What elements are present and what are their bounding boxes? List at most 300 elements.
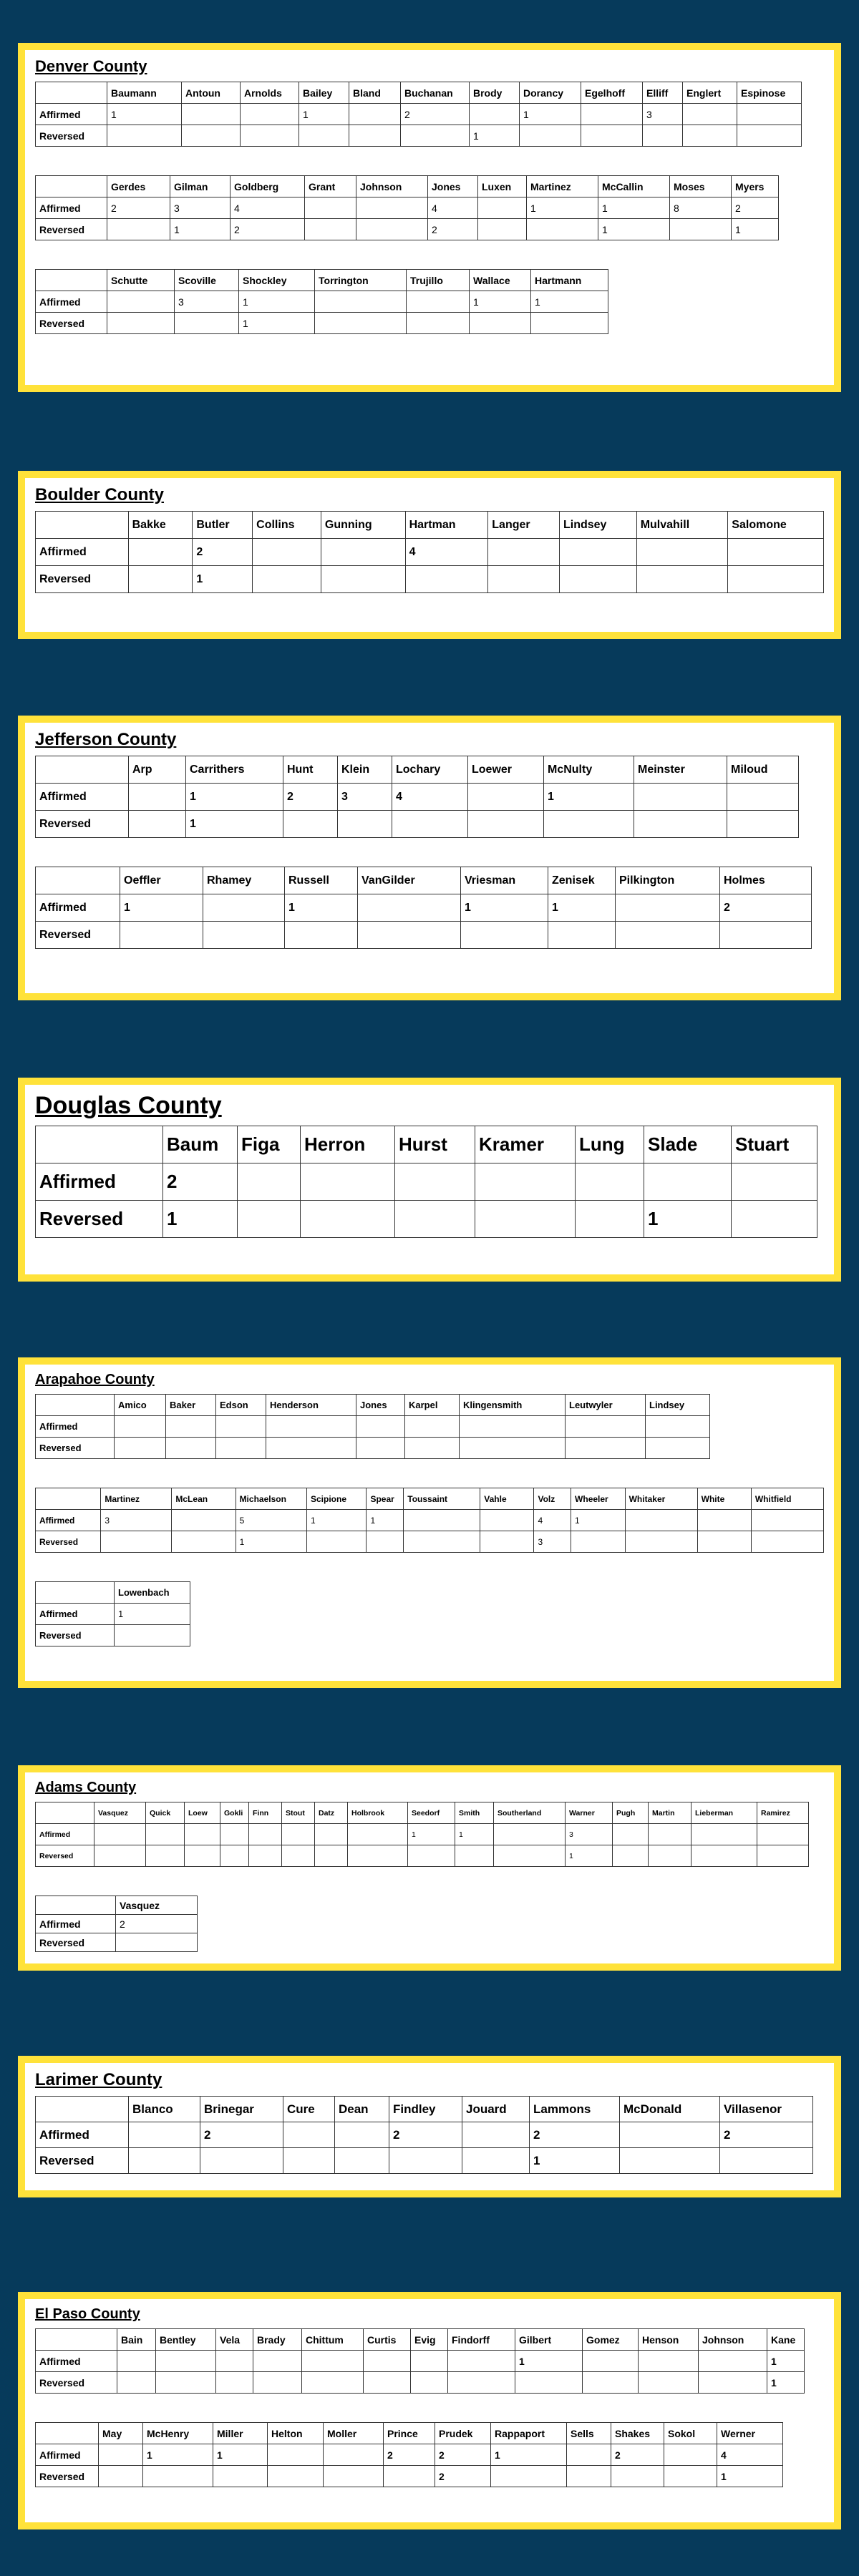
reversed-count-cell (491, 2466, 567, 2487)
reversed-count-cell (283, 2148, 335, 2174)
table-header-row (36, 1488, 824, 1510)
judge-header: Kane (767, 2329, 805, 2351)
county-card-body (25, 2063, 834, 2190)
judge-header: Espinose (737, 82, 802, 104)
judge-header: Brinegar (200, 2097, 283, 2122)
judge-header: Southerland (494, 1802, 566, 1824)
judge-header: Jones (428, 176, 478, 197)
row-label-affirmed: Affirmed (36, 2122, 129, 2148)
reversed-count-cell: 2 (428, 219, 478, 240)
judge-header: Gunning (321, 512, 405, 539)
affirmed-count-cell (253, 2351, 302, 2372)
affirmed-count-cell (494, 1824, 566, 1845)
affirmed-count-cell: 4 (428, 197, 478, 219)
corner-cell (36, 1802, 94, 1824)
judge-header: Brody (470, 82, 520, 104)
table-row-reversed (36, 1531, 824, 1553)
affirmed-count-cell (268, 2444, 324, 2466)
reversed-count-cell (462, 2148, 530, 2174)
table-row-affirmed (36, 291, 608, 313)
row-label-affirmed: Affirmed (36, 2351, 117, 2372)
table-row-affirmed (36, 197, 779, 219)
judge-header: Wheeler (571, 1488, 626, 1510)
affirmed-count-cell (315, 1824, 348, 1845)
row-label-reversed: Reversed (36, 1845, 94, 1867)
judge-header: Zenisek (548, 867, 616, 894)
affirmed-count-cell (99, 2444, 143, 2466)
row-label-affirmed: Affirmed (36, 1163, 163, 1201)
reversed-count-cell (407, 313, 470, 334)
affirmed-count-cell (216, 2351, 253, 2372)
reversed-count-cell (737, 125, 802, 147)
reversed-count-cell (115, 1438, 166, 1459)
affirmed-count-cell: 3 (643, 104, 683, 125)
reversed-count-cell (408, 1845, 455, 1867)
table-header-row (36, 867, 812, 894)
reversed-count-cell (315, 1845, 348, 1867)
judge-header: Oeffler (120, 867, 203, 894)
affirmed-count-cell (751, 1510, 823, 1531)
table-row-reversed (36, 811, 799, 838)
county-card-body (25, 1365, 834, 1681)
judge-header: Lindsey (646, 1395, 710, 1416)
affirmed-count-cell (411, 2351, 448, 2372)
affirmed-count-cell (253, 539, 321, 566)
judge-header: McDonald (620, 2097, 720, 2122)
judge-header: Pilkington (616, 867, 720, 894)
affirmed-count-cell (348, 1824, 408, 1845)
judge-header: White (697, 1488, 751, 1510)
reversed-count-cell (200, 2148, 283, 2174)
judge-header: Grant (305, 176, 356, 197)
reversed-count-cell (216, 2372, 253, 2394)
table-header-row (36, 1802, 809, 1824)
reversed-count-cell (643, 125, 683, 147)
judge-header: Sells (567, 2423, 611, 2444)
judge-header: Michaelson (236, 1488, 306, 1510)
county-title: El Paso County (35, 2306, 140, 2322)
affirmed-count-cell (478, 197, 527, 219)
affirmed-count-cell (566, 1416, 646, 1438)
judge-header: Villasenor (720, 2097, 813, 2122)
results-table (35, 511, 824, 593)
reversed-count-cell (488, 566, 560, 593)
judge-header: Holbrook (348, 1802, 408, 1824)
judge-header: Vriesman (461, 867, 548, 894)
judge-header: Datz (315, 1802, 348, 1824)
judge-header: Rappaport (491, 2423, 567, 2444)
table-row-reversed (36, 1933, 198, 1952)
table-row-reversed (36, 219, 779, 240)
row-label-reversed: Reversed (36, 1625, 115, 1646)
reversed-count-cell (107, 313, 175, 334)
county-card-body (25, 50, 834, 385)
reversed-count-cell (613, 1845, 649, 1867)
reversed-count-cell (120, 922, 203, 949)
row-label-reversed: Reversed (36, 2148, 129, 2174)
judge-header: Collins (253, 512, 321, 539)
affirmed-count-cell (646, 1416, 710, 1438)
affirmed-count-cell (405, 1416, 460, 1438)
judge-header: Johnson (356, 176, 428, 197)
affirmed-count-cell: 1 (408, 1824, 455, 1845)
judge-header: Arnolds (241, 82, 299, 104)
judge-header: Evig (411, 2329, 448, 2351)
affirmed-count-cell: 2 (732, 197, 779, 219)
county-title: Douglas County (35, 1092, 222, 1119)
affirmed-count-cell (282, 1824, 315, 1845)
table-row-reversed (36, 2372, 805, 2394)
judge-header: Miller (213, 2423, 268, 2444)
affirmed-count-cell (166, 1416, 216, 1438)
judge-header: Shakes (611, 2423, 664, 2444)
reversed-count-cell (527, 219, 598, 240)
judge-header: VanGilder (358, 867, 461, 894)
reversed-count-cell (544, 811, 634, 838)
reversed-count-cell (470, 313, 531, 334)
reversed-count-cell (475, 1201, 576, 1238)
table-row-affirmed (36, 1604, 190, 1625)
judge-header: Torrington (315, 270, 407, 291)
reversed-count-cell: 1 (170, 219, 230, 240)
affirmed-count-cell (129, 2122, 200, 2148)
judge-header: Goldberg (230, 176, 305, 197)
results-table (35, 175, 779, 240)
affirmed-count-cell (156, 2351, 216, 2372)
judge-header: Werner (717, 2423, 783, 2444)
row-label-reversed: Reversed (36, 125, 107, 147)
judge-header: Moses (670, 176, 732, 197)
judge-header: Salomone (728, 512, 824, 539)
corner-cell (36, 867, 120, 894)
judge-header: Arp (129, 756, 186, 784)
judge-header: McLean (172, 1488, 236, 1510)
judge-header: Ramirez (757, 1802, 809, 1824)
corner-cell (36, 512, 129, 539)
affirmed-count-cell: 2 (720, 894, 812, 922)
judge-header: Loew (185, 1802, 220, 1824)
table-row-reversed (36, 1201, 817, 1238)
corner-cell (36, 270, 107, 291)
judge-header: May (99, 2423, 143, 2444)
affirmed-count-cell (129, 784, 186, 811)
results-table (35, 1488, 824, 1553)
judge-header: Stuart (732, 1126, 817, 1163)
row-label-reversed: Reversed (36, 2372, 117, 2394)
judge-header: Holmes (720, 867, 812, 894)
judge-header: Volz (534, 1488, 571, 1510)
table-row-reversed (36, 1845, 809, 1867)
affirmed-count-cell: 1 (548, 894, 616, 922)
affirmed-count-cell: 1 (120, 894, 203, 922)
affirmed-count-cell: 4 (405, 539, 488, 566)
reversed-count-cell (480, 1531, 534, 1553)
county-card (18, 43, 841, 392)
affirmed-count-cell: 4 (230, 197, 305, 219)
affirmed-count-cell (634, 784, 727, 811)
reversed-count-cell (515, 2372, 583, 2394)
affirmed-count-cell (559, 539, 636, 566)
affirmed-count-cell: 2 (530, 2122, 620, 2148)
reversed-count-cell (576, 1201, 644, 1238)
row-label-affirmed: Affirmed (36, 1604, 115, 1625)
reversed-count-cell (683, 125, 737, 147)
row-label-affirmed: Affirmed (36, 539, 129, 566)
reversed-count-cell (757, 1845, 809, 1867)
reversed-count-cell (107, 125, 182, 147)
judge-header: Vasquez (94, 1802, 146, 1824)
affirmed-count-cell (683, 104, 737, 125)
row-label-reversed: Reversed (36, 811, 129, 838)
affirmed-count-cell (460, 1416, 566, 1438)
reversed-count-cell (143, 2466, 213, 2487)
table-row-affirmed (36, 1416, 710, 1438)
table-header-row (36, 2423, 783, 2444)
judge-header: Spear (367, 1488, 404, 1510)
judge-header: Martinez (101, 1488, 172, 1510)
corner-cell (36, 1582, 115, 1604)
judge-header: Martin (649, 1802, 691, 1824)
affirmed-count-cell (583, 2351, 639, 2372)
affirmed-count-cell: 5 (236, 1510, 306, 1531)
table-header-row (36, 512, 824, 539)
affirmed-count-cell: 1 (115, 1604, 190, 1625)
affirmed-count-cell: 1 (571, 1510, 626, 1531)
table-header-row (36, 82, 802, 104)
reversed-count-cell (405, 1438, 460, 1459)
reversed-count-cell (238, 1201, 301, 1238)
table-row-affirmed (36, 2351, 805, 2372)
reversed-count-cell (253, 2372, 302, 2394)
affirmed-count-cell: 2 (116, 1915, 198, 1933)
judge-header: Martinez (527, 176, 598, 197)
affirmed-count-cell (115, 1416, 166, 1438)
affirmed-count-cell: 1 (143, 2444, 213, 2466)
reversed-count-cell (364, 2372, 411, 2394)
affirmed-count-cell: 1 (527, 197, 598, 219)
affirmed-count-cell (249, 1824, 282, 1845)
county-title: Denver County (35, 57, 147, 75)
judge-header: Leutwyler (566, 1395, 646, 1416)
affirmed-count-cell (324, 2444, 384, 2466)
reversed-count-cell (468, 811, 544, 838)
table-row-affirmed (36, 2122, 813, 2148)
judge-header: Russell (285, 867, 358, 894)
judge-header: Henderson (266, 1395, 356, 1416)
judge-header: Loewer (468, 756, 544, 784)
judge-header: Meinster (634, 756, 727, 784)
county-card-body (25, 2299, 834, 2522)
affirmed-count-cell: 8 (670, 197, 732, 219)
row-label-reversed: Reversed (36, 313, 107, 334)
affirmed-count-cell: 2 (163, 1163, 238, 1201)
judge-header: Hartmann (531, 270, 608, 291)
reversed-count-cell (301, 1201, 395, 1238)
county-card (18, 1765, 841, 1971)
reversed-count-cell (639, 2372, 699, 2394)
judge-header: Prince (384, 2423, 435, 2444)
affirmed-count-cell (216, 1416, 266, 1438)
affirmed-count-cell (364, 2351, 411, 2372)
reversed-count-cell (302, 2372, 364, 2394)
judge-header: Miloud (727, 756, 799, 784)
table-header-row (36, 2097, 813, 2122)
reversed-count-cell (401, 125, 470, 147)
reversed-count-cell: 1 (470, 125, 520, 147)
judge-header: Mulvahill (636, 512, 728, 539)
affirmed-count-cell (691, 1824, 757, 1845)
reversed-count-cell (356, 1438, 405, 1459)
judge-header: Jones (356, 1395, 405, 1416)
row-label-affirmed: Affirmed (36, 894, 120, 922)
reversed-count-cell (285, 922, 358, 949)
judge-header: Herron (301, 1126, 395, 1163)
affirmed-count-cell (266, 1416, 356, 1438)
affirmed-count-cell (407, 291, 470, 313)
row-label-affirmed: Affirmed (36, 1510, 101, 1531)
reversed-count-cell (520, 125, 581, 147)
reversed-count-cell (392, 811, 468, 838)
reversed-count-cell (559, 566, 636, 593)
judge-header: Gomez (583, 2329, 639, 2351)
judge-header: Sokol (664, 2423, 717, 2444)
judge-header: McCallin (598, 176, 670, 197)
affirmed-count-cell: 1 (367, 1510, 404, 1531)
table-header-row (36, 2329, 805, 2351)
judge-header: Baumann (107, 82, 182, 104)
affirmed-count-cell (335, 2122, 389, 2148)
judge-header: Stout (282, 1802, 315, 1824)
reversed-count-cell (531, 313, 608, 334)
judge-header: Finn (249, 1802, 282, 1824)
affirmed-count-cell (321, 539, 405, 566)
reversed-count-cell (266, 1438, 356, 1459)
reversed-count-cell (620, 2148, 720, 2174)
corner-cell (36, 756, 129, 784)
affirmed-count-cell: 3 (101, 1510, 172, 1531)
affirmed-count-cell: 1 (520, 104, 581, 125)
affirmed-count-cell (639, 2351, 699, 2372)
judge-header: Luxen (478, 176, 527, 197)
table-row-affirmed (36, 1163, 817, 1201)
county-card-body (25, 723, 834, 993)
corner-cell (36, 82, 107, 104)
affirmed-count-cell (315, 291, 407, 313)
corner-cell (36, 2423, 99, 2444)
affirmed-count-cell (349, 104, 401, 125)
results-table (35, 1581, 190, 1646)
corner-cell (36, 1395, 115, 1416)
judge-header: Kramer (475, 1126, 576, 1163)
results-table (35, 2422, 783, 2487)
affirmed-count-cell (567, 2444, 611, 2466)
row-label-reversed: Reversed (36, 1531, 101, 1553)
county-title: Adams County (35, 1780, 137, 1795)
affirmed-count-cell: 4 (392, 784, 468, 811)
affirmed-count-cell (283, 2122, 335, 2148)
judge-header: Bland (349, 82, 401, 104)
judge-header: Klein (338, 756, 392, 784)
county-card (18, 1078, 841, 1282)
table-row-reversed (36, 313, 608, 334)
county-card-body (25, 1772, 834, 1963)
reversed-count-cell (117, 2372, 156, 2394)
reversed-count-cell (566, 1438, 646, 1459)
row-label-reversed: Reversed (36, 219, 107, 240)
judge-header: Klingensmith (460, 1395, 566, 1416)
judge-header: Lung (576, 1126, 644, 1163)
affirmed-count-cell (128, 539, 193, 566)
judge-header: Rhamey (203, 867, 285, 894)
affirmed-count-cell (395, 1163, 475, 1201)
reversed-count-cell (315, 313, 407, 334)
reversed-count-cell (129, 811, 186, 838)
row-label-affirmed: Affirmed (36, 784, 129, 811)
table-header-row (36, 1582, 190, 1604)
judge-header: Scipione (307, 1488, 367, 1510)
affirmed-count-cell: 1 (491, 2444, 567, 2466)
affirmed-count-cell (305, 197, 356, 219)
reversed-count-cell (348, 1845, 408, 1867)
affirmed-count-cell (301, 1163, 395, 1201)
reversed-count-cell (116, 1933, 198, 1952)
affirmed-count-cell (620, 2122, 720, 2148)
affirmed-count-cell: 1 (186, 784, 283, 811)
affirmed-count-cell (470, 104, 520, 125)
reversed-count-cell (129, 2148, 200, 2174)
affirmed-count-cell (356, 197, 428, 219)
affirmed-count-cell: 3 (338, 784, 392, 811)
reversed-count-cell (156, 2372, 216, 2394)
results-table (35, 867, 812, 949)
affirmed-count-cell: 2 (435, 2444, 491, 2466)
reversed-count-cell (751, 1531, 823, 1553)
judge-header: McNulty (544, 756, 634, 784)
judge-header: Moller (324, 2423, 384, 2444)
affirmed-count-cell: 1 (307, 1510, 367, 1531)
table-row-affirmed (36, 894, 812, 922)
reversed-count-cell: 1 (163, 1201, 238, 1238)
reversed-count-cell (166, 1438, 216, 1459)
affirmed-count-cell (220, 1824, 249, 1845)
corner-cell (36, 1126, 163, 1163)
reversed-count-cell: 1 (186, 811, 283, 838)
affirmed-count-cell: 2 (283, 784, 338, 811)
table-row-affirmed (36, 2444, 783, 2466)
judge-header: Curtis (364, 2329, 411, 2351)
judge-header: Findley (389, 2097, 462, 2122)
reversed-count-cell: 1 (566, 1845, 613, 1867)
reversed-count-cell (616, 922, 720, 949)
reversed-count-cell (664, 2466, 717, 2487)
judge-header: Shockley (239, 270, 315, 291)
row-label-affirmed: Affirmed (36, 291, 107, 313)
reversed-count-cell (241, 125, 299, 147)
judge-header: Vela (216, 2329, 253, 2351)
judge-header: Lochary (392, 756, 468, 784)
corner-cell (36, 2329, 117, 2351)
reversed-count-cell (583, 2372, 639, 2394)
judge-header: Chittum (302, 2329, 364, 2351)
judge-header: Scoville (175, 270, 239, 291)
corner-cell (36, 176, 107, 197)
judge-header: Blanco (129, 2097, 200, 2122)
row-label-reversed: Reversed (36, 1438, 115, 1459)
results-table (35, 1802, 809, 1867)
reversed-count-cell (115, 1625, 190, 1646)
affirmed-count-cell (468, 784, 544, 811)
judge-header: McHenry (143, 2423, 213, 2444)
